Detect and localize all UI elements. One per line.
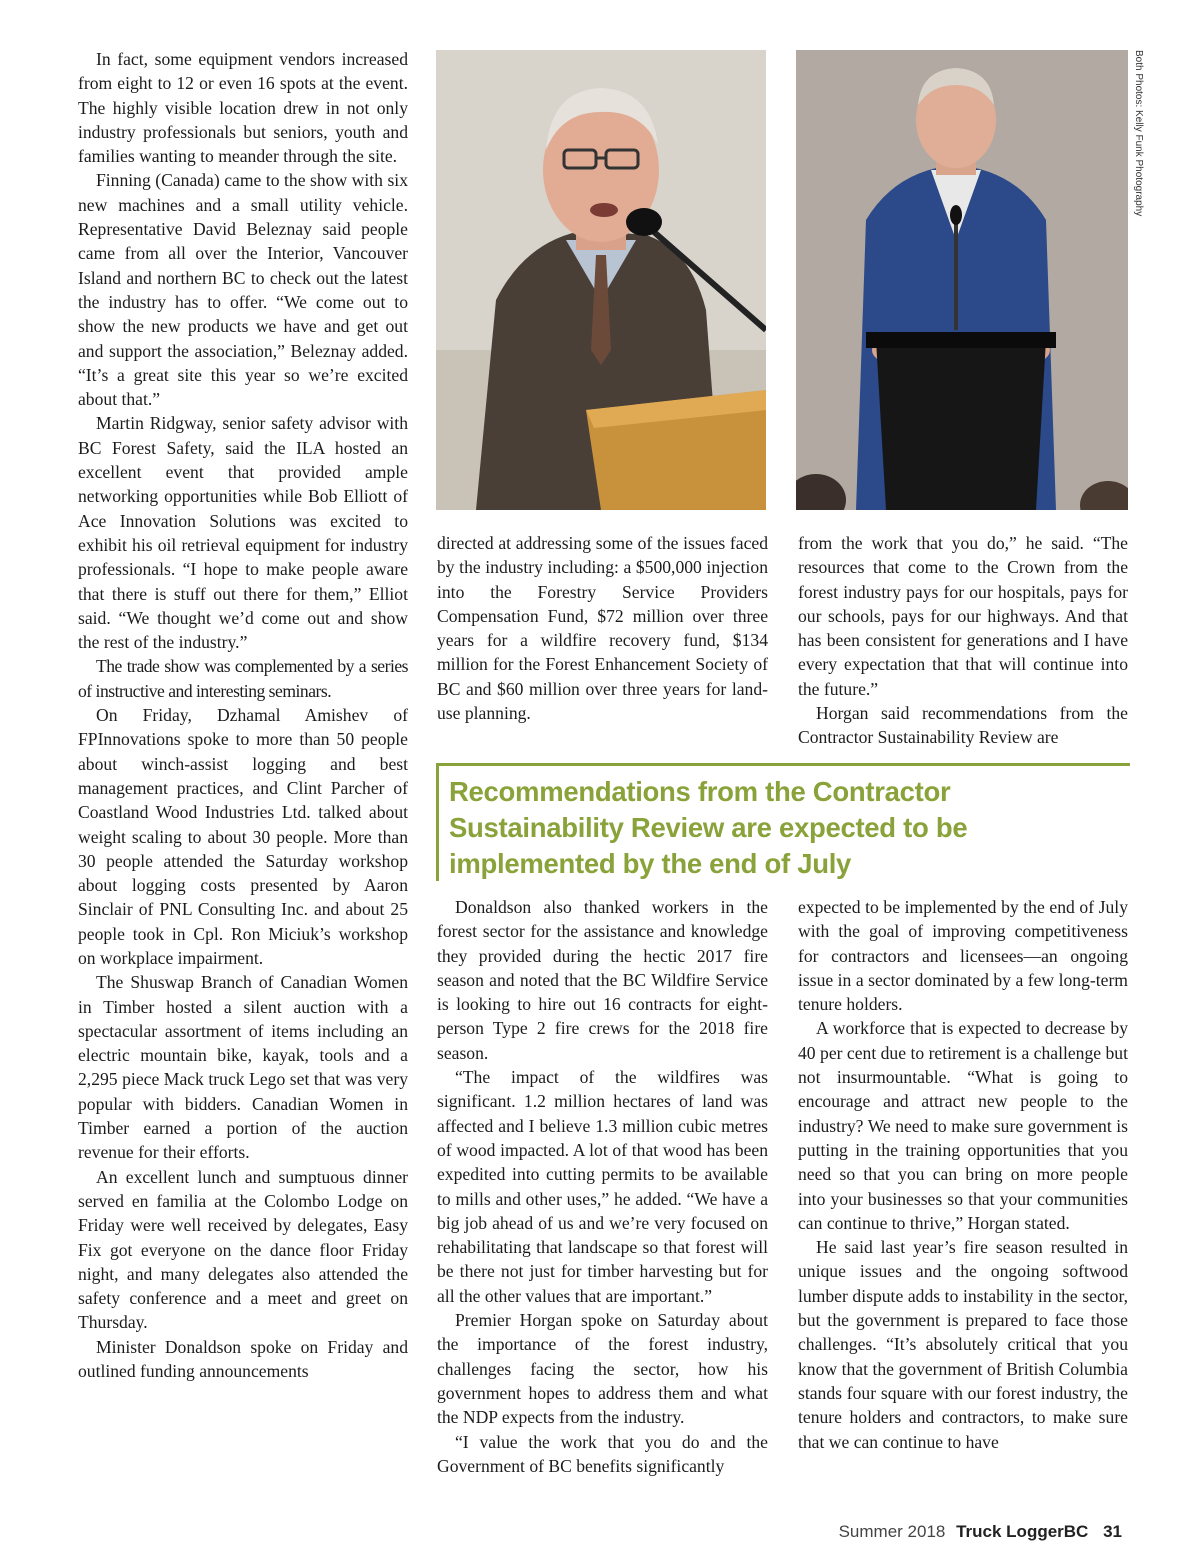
paragraph: “I value the work that you do and the Government of BC benefits significantly: [437, 1431, 768, 1476]
photo-credit: Both Photos: Kelly Funk Photography: [1133, 50, 1144, 217]
article-column-2-bottom: [437, 895, 768, 1478]
paragraph: Minister Donaldson spoke on Friday and outlined funding announcements: [78, 1336, 408, 1382]
paragraph: The trade show was complemented by a series of instructive and interesting seminars.: [78, 656, 408, 701]
paragraph: He said last year’s fire season resulted in unique issues and the ongoing softwood lumber dispute adds to instability in the sector, but the government is prepared to face those challenges. “It’s absolutely critical that you know that the government of British Columbia stands four square with our forest industry, the tenure holders and contractors, to make sure that we can continue to have: [798, 1237, 1128, 1452]
pull-quote: Recommendations from the Contractor Sustainability Review are expected to be implemented by the end of July: [436, 763, 1130, 881]
paragraph: directed at addressing some of the issues faced by the industry including: a $500,000 injection into the Forestry Service Providers Compensation Fund, $72 million over three years for a wildfire recovery fund, $134 million for the Forest Enhancement Society of BC and $60 million over three years for land-use planning.: [437, 533, 768, 724]
page-footer: [839, 1522, 1122, 1542]
article-column-3-top: [798, 531, 1128, 750]
paragraph: An excellent lunch and sumptuous dinner served en familia at the Colombo Lodge on Friday were well received by delegates, Easy Fix got everyone on the dance floor Friday night, and many delegates also attended the safety conference and a meet and greet on Thursday.: [78, 1166, 408, 1333]
paragraph: Donaldson also thanked workers in the forest sector for the assistance and knowledge they provided during the hectic 2017 fire season and noted that the BC Wildfire Service is looking to hire out 16 contracts for eight-person Type 2 fire crews for the 2018 fire season.: [437, 897, 768, 1063]
paragraph: “The impact of the wildfires was significant. 1.2 million hectares of land was affected and I believe 1.3 million cubic metres of wood impacted. A lot of that wood has been expedited into cutting permits to be available to mills and other uses,” he added. “We have a big job ahead of us and we’re very focused on rehabilitating that landscape so that forest will be there not just for timber harvesting but for all the other values that are important.”: [437, 1067, 768, 1306]
issue-season: Summer 2018: [838, 1522, 946, 1541]
magazine-title: Truck LoggerBC: [956, 1522, 1089, 1541]
paragraph: expected to be implemented by the end of July with the goal of improving competitiveness for contractors and licensees—an ongoing issue in a sector dominated by a few long-term tenure holders.: [798, 897, 1128, 1015]
photo-illustration: [436, 50, 766, 510]
paragraph: from the work that you do,” he said. “The resources that come to the Crown from the forest industry pays for our hospitals, pays for our schools, pays for our highways. And that has been consistent for generations and I have every expectation that that will continue into the future.”: [798, 533, 1128, 699]
photo-speaker-black-podium: [796, 50, 1128, 510]
paragraph: Premier Horgan spoke on Saturday about the importance of the forest industry, challenges facing the sector, how his government hopes to address them and what the NDP expects from the industry.: [437, 1310, 768, 1428]
paragraph: In fact, some equipment vendors increased from eight to 12 or even 16 spots at the event. The highly visible location drew in not only industry professionals but seniors, youth and families wanting to meander through the site.: [78, 49, 408, 167]
paragraph: On Friday, Dzhamal Amishev of FPInnovations spoke to more than 50 people about winch-assist logging and best management practices, and Clint Parcher of Coastland Wood Industries Ltd. talked about weight scaling to about 30 people. More than 30 people attended the Saturday workshop about logging costs presented by Aaron Sinclair of PNL Consulting Inc. and about 25 people took in Cpl. Ron Miciuk’s workshop on workplace impairment.: [78, 705, 408, 968]
paragraph: Martin Ridgway, senior safety advisor with BC Forest Safety, said the ILA hosted an excellent event that provided ample networking opportunities while Bob Elliott of Ace Innovation Solutions was excited to exhibit his oil retrieval equipment for industry professionals. “I hope to make people aware that there is stuff out there for them,” Elliot said. “We thought we’d come out and show the rest of the industry.”: [78, 413, 408, 653]
paragraph: A workforce that is expected to decrease by 40 per cent due to retirement is a challenge but not insurmountable. “What is going to encourage and attract new people to the industry? We need to make sure government is putting in the training opportunities that you need so that you can bring on more people into your businesses so that your communities can continue to thrive,” Horgan stated.: [798, 1018, 1128, 1233]
paragraph: Horgan said recommendations from the Contractor Sustainability Review are: [798, 703, 1128, 748]
photo-illustration: [796, 50, 1128, 510]
paragraph: Finning (Canada) came to the show with six new machines and a small utility vehicle. Representative David Beleznay said people came from all over the Interior, Vancouver Island and northern BC to check out the latest the industry has to offer. “We come out to show the new products we have and get out and support the association,” Beleznay added. “It’s a great site this year so we’re excited about that.”: [78, 170, 408, 410]
photo-speaker-wooden-podium: [436, 50, 766, 510]
article-column-2-top: [437, 531, 768, 725]
article-column-1: [78, 47, 408, 1383]
paragraph: The Shuswap Branch of Canadian Women in Timber hosted a silent auction with a spectacular assortment of items including an electric mountain bike, kayak, tools and a 2,295 piece Mack truck Lego set that was very popular with bidders. Canadian Women in Timber earned a portion of the auction revenue for their efforts.: [78, 972, 408, 1163]
page-number: 31: [1103, 1522, 1122, 1541]
article-column-3-bottom: [798, 895, 1128, 1454]
